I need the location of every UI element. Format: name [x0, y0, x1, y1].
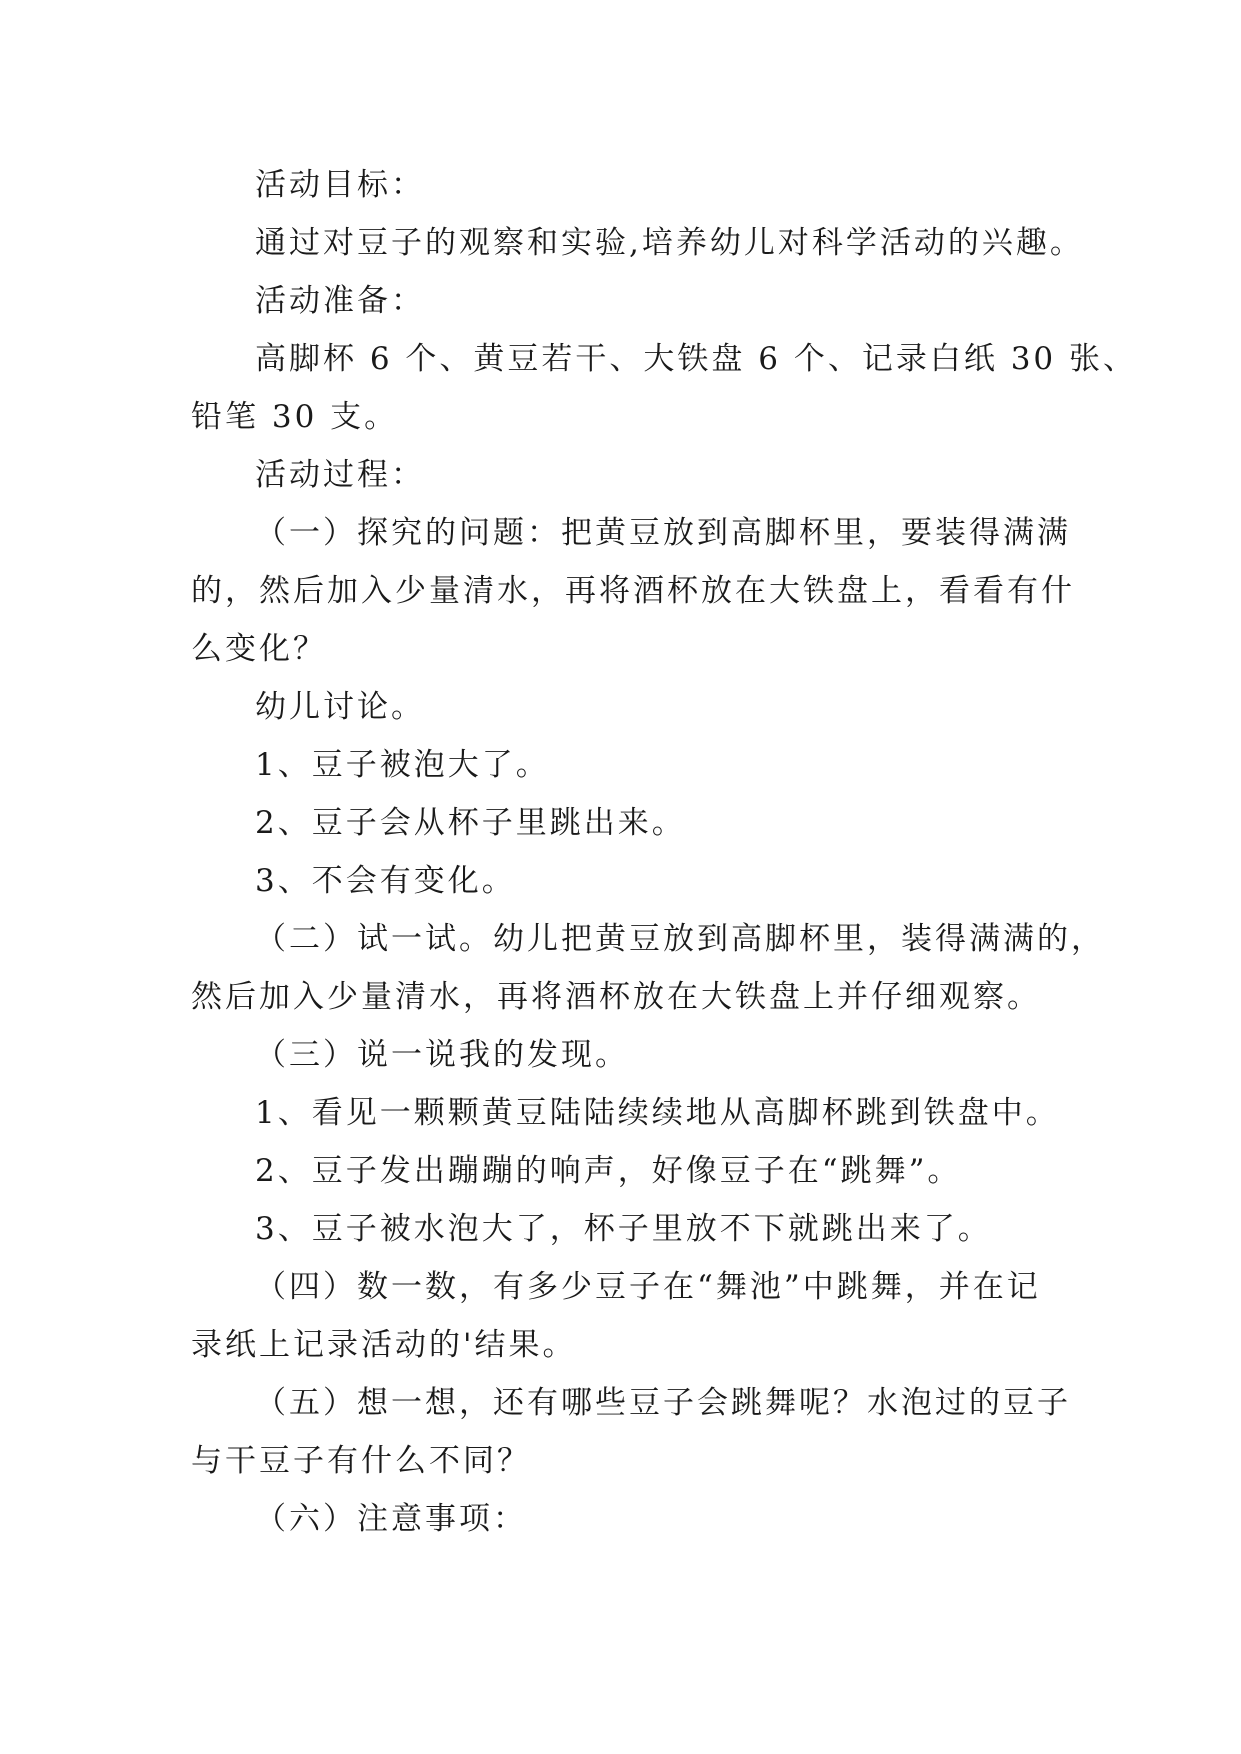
paragraph-line: （五）想一想，还有哪些豆子会跳舞呢？水泡过的豆子	[255, 1385, 1071, 1421]
paragraph-line: （一）探究的问题：把黄豆放到高脚杯里，要装得满满	[255, 515, 1071, 551]
list-item: 2、豆子会从杯子里跳出来。	[255, 805, 686, 841]
list-item: 1、豆子被泡大了。	[255, 747, 550, 783]
paragraph-line: 与干豆子有什么不同？	[191, 1443, 531, 1479]
paragraph-line: 然后加入少量清水，再将酒杯放在大铁盘上并仔细观察。	[191, 979, 1041, 1015]
heading-activity-goal: 活动目标：	[255, 167, 425, 203]
paragraph-line: 通过对豆子的观察和实验,培养幼儿对科学活动的兴趣。	[255, 225, 1084, 261]
paragraph-line: 么变化？	[191, 631, 327, 667]
paragraph-line: 高脚杯 6 个、黄豆若干、大铁盘 6 个、记录白纸 30 张、	[255, 341, 1138, 377]
paragraph-line: 铅笔 30 支。	[191, 399, 399, 435]
paragraph-line: （六）注意事项：	[255, 1501, 527, 1537]
list-item: 1、看见一颗颗黄豆陆陆续续地从高脚杯跳到铁盘中。	[255, 1095, 1060, 1131]
list-item: 3、不会有变化。	[255, 863, 516, 899]
paragraph-line: （二）试一试。幼儿把黄豆放到高脚杯里，装得满满的，	[255, 921, 1105, 957]
paragraph-line: （三）说一说我的发现。	[255, 1037, 629, 1073]
heading-activity-preparation: 活动准备：	[255, 283, 425, 319]
paragraph-line: 幼儿讨论。	[255, 689, 425, 725]
list-item: 3、豆子被水泡大了，杯子里放不下就跳出来了。	[255, 1211, 992, 1247]
paragraph-line: （四）数一数，有多少豆子在“舞池”中跳舞，并在记	[255, 1269, 1041, 1305]
paragraph-line: 录纸上记录活动的'结果。	[191, 1327, 577, 1363]
heading-activity-process: 活动过程：	[255, 457, 425, 493]
paragraph-line: 的，然后加入少量清水，再将酒杯放在大铁盘上，看看有什	[191, 573, 1075, 609]
list-item: 2、豆子发出蹦蹦的响声，好像豆子在“跳舞”。	[255, 1153, 962, 1189]
